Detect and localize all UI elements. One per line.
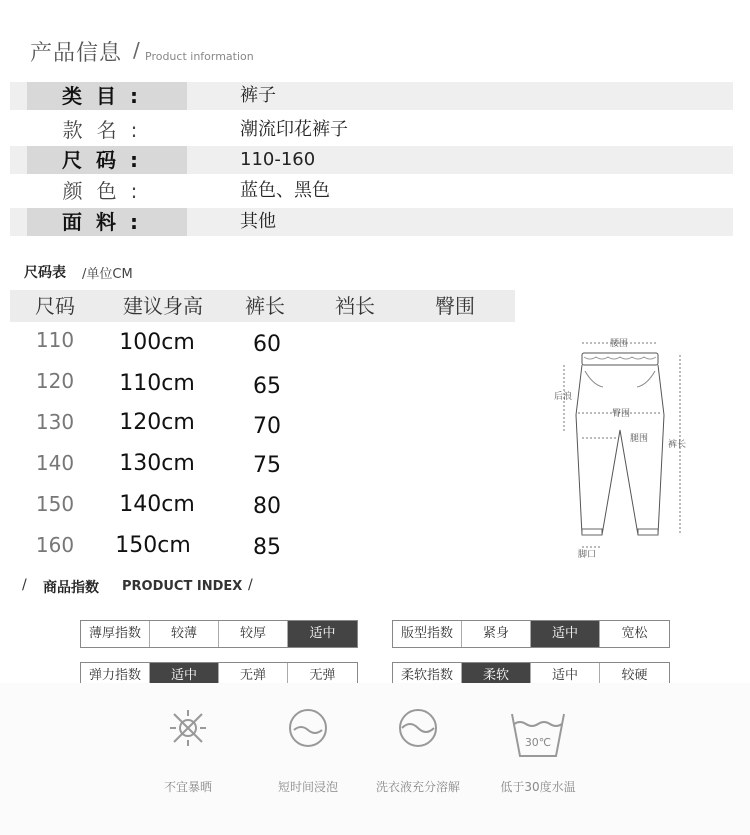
index-option: 较薄 [150, 621, 219, 647]
height-cell: 110cm [119, 371, 195, 396]
title-slash: / [133, 38, 140, 62]
height-cell: 130cm [119, 451, 195, 476]
length-cell: 75 [253, 453, 281, 478]
index-option: 宽松 [621, 626, 648, 641]
diagram-label-waist: 腰围 [610, 339, 629, 349]
info-value: 110-160 [240, 149, 316, 170]
header-length: 裤长 [245, 294, 285, 318]
header-size: 尺码 [35, 294, 75, 318]
info-value: 蓝色、黑色 [240, 180, 330, 201]
index-option: 紧身 [462, 621, 531, 647]
height-cell: 140cm [119, 492, 195, 517]
size-cell: 140 [35, 451, 75, 475]
index-thickness [80, 620, 358, 648]
index-title: 商品指数 [43, 580, 99, 596]
index-option-selected: 适中 [531, 621, 600, 647]
size-cell: 130 [35, 410, 75, 434]
size-cell: 150 [35, 492, 75, 516]
care-label: 短时间浸泡 [277, 780, 338, 794]
care-label: 洗衣液充分溶解 [375, 780, 460, 794]
header-rise: 裆长 [335, 294, 375, 318]
care-label: 低于30度水温 [500, 780, 576, 794]
care-label: 不宜暴晒 [163, 780, 212, 794]
size-cell: 110 [35, 328, 75, 352]
height-cell: 150cm [115, 533, 191, 558]
diagram-label-length: 裤长 [668, 440, 687, 450]
index-slash-right: / [248, 577, 253, 593]
index-option-selected: 适中 [150, 663, 219, 689]
index-head: 柔软指数 [393, 663, 462, 689]
height-cell: 120cm [119, 410, 195, 435]
wash-30-icon [478, 706, 598, 766]
index-slash-left: / [22, 577, 27, 593]
size-table-title: 尺码表 [24, 265, 66, 281]
size-cell: 160 [35, 533, 75, 557]
header-height: 建议身高 [123, 294, 203, 318]
length-cell: 60 [253, 332, 281, 357]
diagram-label-back-rise: 后浪 [554, 392, 573, 402]
info-label: 尺码: [27, 146, 187, 174]
info-label: 款名: [62, 118, 152, 142]
index-head: 版型指数 [393, 621, 462, 647]
pants-measurement-diagram [540, 335, 740, 560]
length-cell: 80 [253, 494, 281, 519]
info-label: 类目: [27, 82, 187, 110]
diagram-label-hip: 臀围 [612, 409, 631, 419]
index-option-selected: 柔软 [462, 663, 531, 689]
info-row-category [10, 82, 733, 110]
info-value: 潮流印花裤子 [240, 119, 348, 140]
index-head: 弹力指数 [81, 663, 150, 689]
short-soak-icon [248, 706, 368, 754]
length-cell: 65 [253, 374, 281, 399]
index-option: 较厚 [219, 621, 288, 647]
info-row-name [10, 116, 733, 144]
index-title-en: PRODUCT INDEX [122, 579, 243, 594]
info-row-color [10, 177, 733, 205]
info-row-fabric [10, 208, 733, 236]
index-option: 无弹 [309, 668, 336, 683]
length-cell: 85 [253, 535, 281, 560]
no-sun-icon [128, 706, 248, 754]
size-table-unit: /单位CM [82, 267, 133, 282]
info-value: 其他 [240, 211, 276, 232]
diagram-label-hem: 脚口 [578, 550, 597, 560]
height-cell: 100cm [119, 330, 195, 355]
index-option: 较硬 [621, 668, 648, 683]
wash-temp-label: 30℃ [524, 736, 552, 749]
detergent-icon [358, 706, 478, 754]
index-option-selected: 适中 [288, 621, 357, 647]
index-head: 薄厚指数 [81, 621, 150, 647]
section-subtitle: Product information [145, 50, 254, 63]
diagram-label-thigh: 腿围 [630, 434, 649, 444]
header-hip: 臀围 [435, 294, 475, 318]
section-title: 产品信息 [30, 41, 123, 66]
length-cell: 70 [253, 414, 281, 439]
info-label: 面料: [27, 208, 187, 236]
info-value: 裤子 [240, 85, 276, 106]
info-row-size [10, 146, 733, 174]
index-option: 适中 [531, 663, 600, 689]
size-table-header [10, 290, 515, 322]
index-option: 无弹 [219, 663, 288, 689]
size-cell: 120 [35, 369, 75, 393]
info-label: 颜色: [62, 179, 152, 203]
index-fit [392, 620, 670, 648]
